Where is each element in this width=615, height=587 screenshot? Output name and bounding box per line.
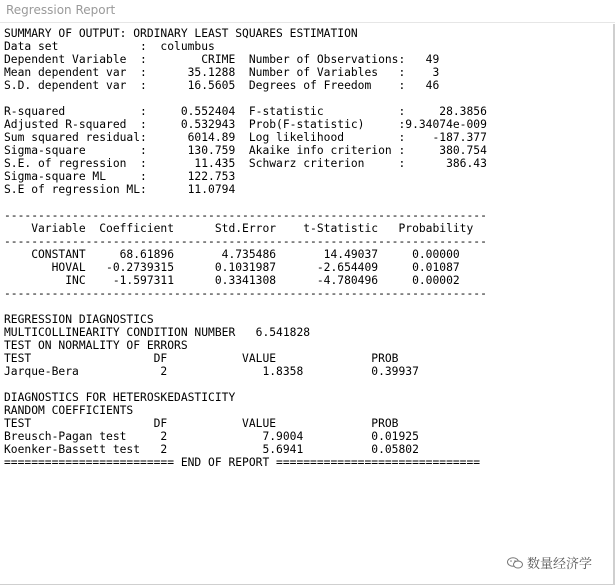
report-line: Mean dependent var : 35.1288 Number of Variables : 3 xyxy=(4,66,440,79)
report-line: Data set : columbus xyxy=(4,40,215,53)
report-line: Sigma-square ML : 122.753 xyxy=(4,170,236,183)
report-line: Jarque-Bera 2 1.8358 0.39937 xyxy=(4,365,419,378)
report-line: TEST DF VALUE PROB xyxy=(4,417,399,430)
report-line: Sum squared residual: 6014.89 Log likelihood : -187.377 xyxy=(4,131,487,144)
report-line: CONSTANT 68.61896 4.735486 14.49037 0.00000 xyxy=(4,248,460,261)
report-line: Adjusted R-squared : 0.532943 Prob(F-statistic) :9.34074e-009 xyxy=(4,118,487,131)
report-line: S.E. of regression : 11.435 Schwarz criterion : 386.43 xyxy=(4,157,487,170)
window-title: Regression Report xyxy=(6,3,116,17)
report-line: Koenker-Bassett test 2 5.6941 0.05802 xyxy=(4,443,419,456)
report-line: MULTICOLLINEARITY CONDITION NUMBER 6.541828 xyxy=(4,326,311,339)
report-line: REGRESSION DIAGNOSTICS xyxy=(4,313,154,326)
watermark xyxy=(504,552,595,573)
report-line: S.E of regression ML: 11.0794 xyxy=(4,183,236,196)
report-line: S.D. dependent var : 16.5605 Degrees of Freedom : 46 xyxy=(4,79,440,92)
report-line: HOVAL -0.2739315 0.1031987 -2.654409 0.01087 xyxy=(4,261,460,274)
watermark-text: 数量经济学 xyxy=(526,557,592,572)
report-line: Variable Coefficient Std.Error t-Statistic Probability xyxy=(4,222,474,235)
report-line: SUMMARY OF OUTPUT: ORDINARY LEAST SQUARES ESTIMATION xyxy=(4,27,358,40)
report-content xyxy=(0,24,613,469)
report-line: RANDOM COEFFICIENTS xyxy=(4,404,134,417)
report-line: ========================= END OF REPORT ============================== xyxy=(4,456,481,469)
report-line: TEST ON NORMALITY OF ERRORS xyxy=(4,339,188,352)
report-line: INC -1.597311 0.3341308 -4.780496 0.00002 xyxy=(4,274,460,287)
window-titlebar xyxy=(0,0,615,23)
report-line: TEST DF VALUE PROB xyxy=(4,352,399,365)
report-line: Dependent Variable : CRIME Number of Observations: 49 xyxy=(4,53,440,66)
report-line: ----------------------------------------------------------------------- xyxy=(4,209,487,222)
wechat-icon xyxy=(507,557,523,569)
report-line: DIAGNOSTICS FOR HETEROSKEDASTICITY xyxy=(4,391,236,404)
report-line: ----------------------------------------------------------------------- xyxy=(4,287,487,300)
report-text-area xyxy=(0,24,615,585)
report-line: R-squared : 0.552404 F-statistic : 28.3856 xyxy=(4,105,487,118)
report-line: ----------------------------------------------------------------------- xyxy=(4,235,487,248)
report-line: Breusch-Pagan test 2 7.9004 0.01925 xyxy=(4,430,419,443)
report-line: Sigma-square : 130.759 Akaike info criterion : 380.754 xyxy=(4,144,487,157)
